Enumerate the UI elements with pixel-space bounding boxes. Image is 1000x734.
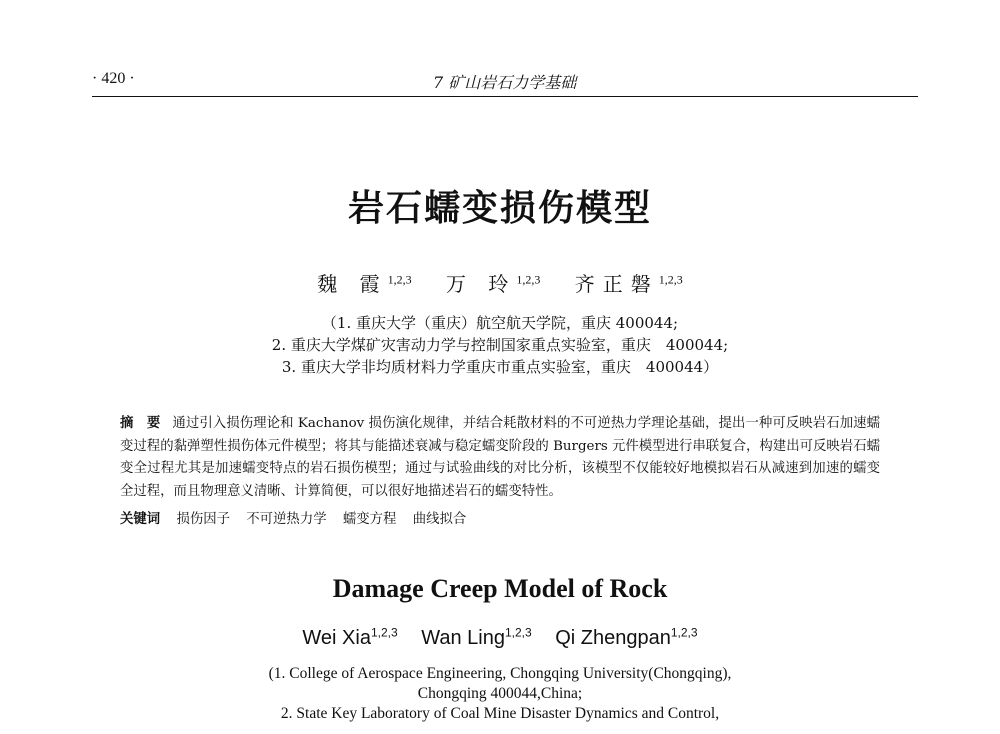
authors-cn <box>0 268 1000 297</box>
author-en: Wei Xia$^{1,2,3}$ <box>302 625 398 649</box>
running-header: 7 矿山岩石力学基础 <box>433 73 577 92</box>
affiliations-cn <box>0 312 1000 378</box>
abstract-text: 通过引入损伤理论和 Kachanov 损伤演化规律，并结合耗散材料的不可逆热力学理论基础，提出一种可反映岩石加速蠕变过程的黏弹塑性损伤体元件模型；将其与能描述衰减与稳定蠕变阶段的 Burgers 元件模型进行串联复合，构建出可反映岩石蠕变全过程尤其是加速蠕变特点的岩石损伤模型；通过与试验曲线的对比分析，该模型不仅能较好地模拟岩石从减速到加速的蠕变全过程，而且物理意义清晰、计算简便，可以很好地描述岩石的蠕变特性。 <box>120 416 881 499</box>
affiliations-en <box>0 664 1000 724</box>
affiliation-line: 2. State Key Laboratory of Coal Mine Disaster Dynamics and Control, <box>280 705 720 722</box>
authors-en <box>0 625 1000 650</box>
affiliation-line: 2. 重庆大学煤矿灾害动力学与控制国家重点实验室，重庆 400044; <box>271 336 729 354</box>
affiliation-line: （1. 重庆大学（重庆）航空航天学院，重庆 400044; <box>321 314 679 332</box>
author-cn: 万 玲$^{1,2,3}$ <box>446 272 541 296</box>
abstract-cn <box>120 412 880 503</box>
author-cn: 齐正磐$^{1,2,3}$ <box>574 272 683 296</box>
affiliation-line: (1. College of Aerospace Engineering, Chongqing University(Chongqing), <box>268 665 732 682</box>
keywords-cn <box>120 508 880 531</box>
keywords-label: 关键词 <box>120 511 161 527</box>
keyword: 不可逆热力学 <box>246 512 327 527</box>
keyword: 损伤因子 <box>176 512 230 527</box>
page-number: · 420 · <box>92 70 135 87</box>
title-cn: 岩石蠕变损伤模型 <box>347 187 652 229</box>
author-en: Qi Zhengpan$^{1,2,3}$ <box>555 625 698 649</box>
affiliation-line: Chongqing 400044,China; <box>417 685 583 702</box>
header-rule <box>92 96 918 97</box>
affiliation-line: 3. 重庆大学非均质材料力学重庆市重点实验室，重庆 400044） <box>281 358 719 376</box>
author-cn: 魏 霞$^{1,2,3}$ <box>317 272 412 296</box>
abstract-label: 摘 要 <box>120 415 161 431</box>
keyword: 蠕变方程 <box>342 512 397 527</box>
title-en: Damage Creep Model of Rock <box>332 574 668 603</box>
keyword: 曲线拟合 <box>412 512 467 527</box>
author-en: Wan Ling$^{1,2,3}$ <box>421 625 532 649</box>
